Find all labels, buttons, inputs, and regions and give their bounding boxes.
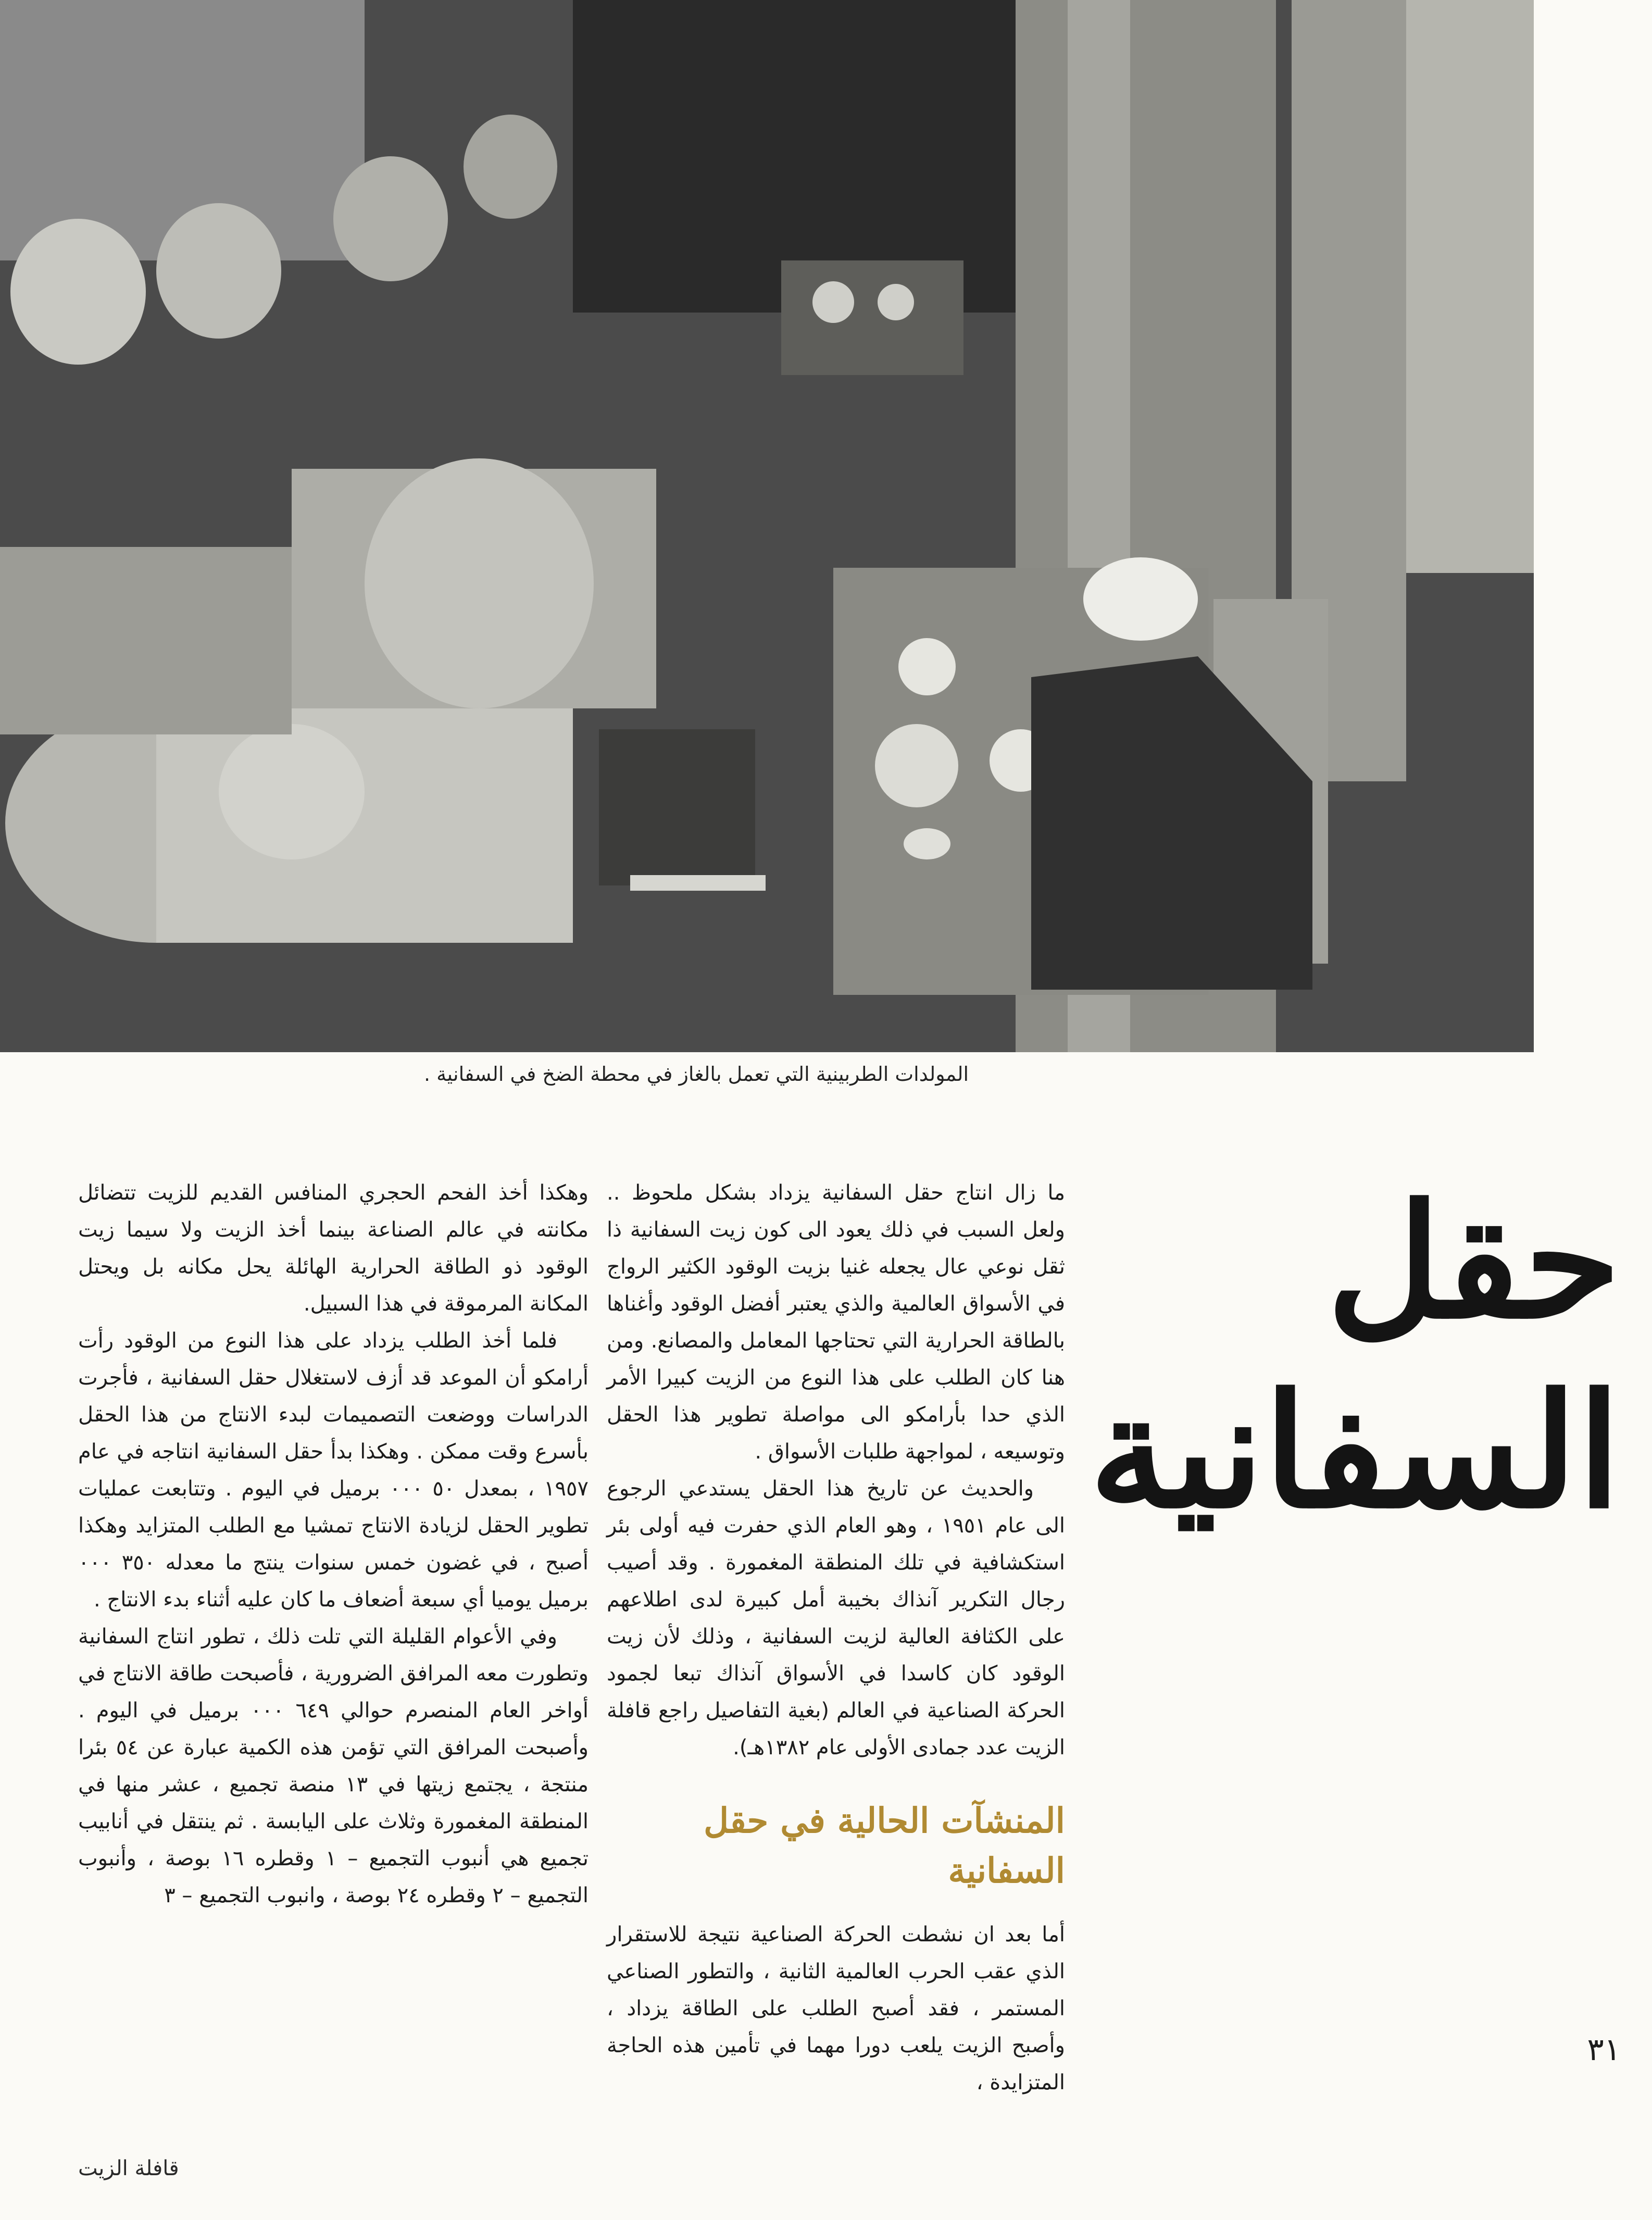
paragraph: أما بعد ان نشطت الحركة الصناعية نتيجة للاستقرار الذي عقب الحرب العالمية الثانية ، والتطور الصناعي المستمر ، فقد أصبح الطلب على الطاقة يزداد ، وأصبح الزيت يلعب دورا مهما في تأمين هذه الحاجة المتزايدة ، — [607, 1923, 1065, 2094]
article-title — [1089, 1169, 1621, 1543]
photo-margin — [1534, 0, 1652, 135]
paragraph: وفي الأعوام القليلة التي تلت ذلك ، تطور انتاج السفانية وتطورت معه المرافق الضرورية ، فأصبحت طاقة الانتاج في أواخر العام المنصرم حوالي ٦٤٩ ٠٠٠ برميل في اليوم . وأصبحت المرافق التي تؤمن هذه الكمية عبارة عن ٥٤ بئرا منتجة ، يجتمع زيتها في ١٣ منصة تجميع ، عشر منها في المنطقة المغمورة وثلاث على اليابسة . ثم ينتقل في أنابيب تجميع هي أنبوب التجميع – ١ وقطره ١٦ بوصة ، وأنبوب التجميع – ٢ وقطره ٢٤ بوصة ، وانبوب التجميع – ٣ — [78, 1625, 589, 1907]
pumping-station-photo — [0, 0, 1534, 1052]
paragraph: فلما أخذ الطلب يزداد على هذا النوع من الوقود رأت أرامكو أن الموعد قد أزف لاستغلال حقل السفانية ، فأجرت الدراسات ووضعت التصميمات لبدء الانتاج من هذا الحقل بأسرع وقت ممكن . وهكذا بدأ حقل السفانية انتاجه في عام ١٩٥٧ ، بمعدل ٥٠ ٠٠٠ برميل في اليوم . وتتابعت عمليات تطوير الحقل لزيادة الانتاج تمشيا مع الطلب المتزايد وهكذا أصبح ، في غضون خمس سنوات ينتج ما معدله ٣٥٠ ٠٠٠ برميل يوميا أي سبعة أضعاف ما كان عليه أثناء بدء الانتاج . — [78, 1329, 589, 1612]
section-subheading: المنشآت الحالية في حقل السفانية — [704, 1800, 1065, 1891]
paragraph: وهكذا أخذ الفحم الحجري المنافس القديم للزيت تتضائل مكانته في عالم الصناعة بينما أخذ الزيت ولا سيما زيت الوقود ذو الطاقة الحرارية الهائلة يحل مكانه بل ويحتل المكانة المرموقة في هذا السبيل. — [78, 1181, 589, 1316]
photo-caption: المولدات الطربينية التي تعمل بالغاز في محطة الضخ في السفانية . — [424, 1063, 969, 1086]
paragraph: والحديث عن تاريخ هذا الحقل يستدعي الرجوع الى عام ١٩٥١ ، وهو العام الذي حفرت فيه أولى بئر استكشافية في تلك المنطقة المغمورة . وقد أصيب رجال التكرير آنذاك بخيبة أمل كبيرة لدى اطلاعهم على الكثافة العالية لزيت السفانية ، وذلك لأن زيت الوقود كان كاسدا في الأسواق آنذاك تبعا لجمود الحركة الصناعية في العالم (بغية التفاصيل راجع قافلة الزيت عدد جمادى الأولى عام ١٣٨٢هـ). — [607, 1477, 1066, 1760]
turbine-generators-image — [0, 0, 1534, 1052]
title-line-1: حقل — [1326, 1169, 1621, 1353]
title-line-2: السفانية — [1089, 1359, 1621, 1543]
page-number: ٣١ — [1587, 2031, 1621, 2068]
magazine-name-footer: قافلة الزيت — [78, 2156, 179, 2180]
article-column-right — [607, 1175, 1065, 2101]
article-column-left — [78, 1175, 589, 1914]
paragraph: ما زال انتاج حقل السفانية يزداد بشكل ملحوظ .. ولعل السبب في ذلك يعود الى كون زيت السفانية ذا ثقل نوعي عال يجعله غنيا بزيت الوقود الكثير الرواج في الأسواق العالمية والذي يعتبر أفضل الوقود وأغناها بالطاقة الحرارية التي تحتاجها المعامل والمصانع. ومن هنا كان الطلب على هذا النوع من الزيت كبيرا الأمر الذي حدا بأرامكو الى مواصلة تطوير هذا الحقل وتوسيعه ، لمواجهة طلبات الأسواق . — [607, 1181, 1065, 1464]
